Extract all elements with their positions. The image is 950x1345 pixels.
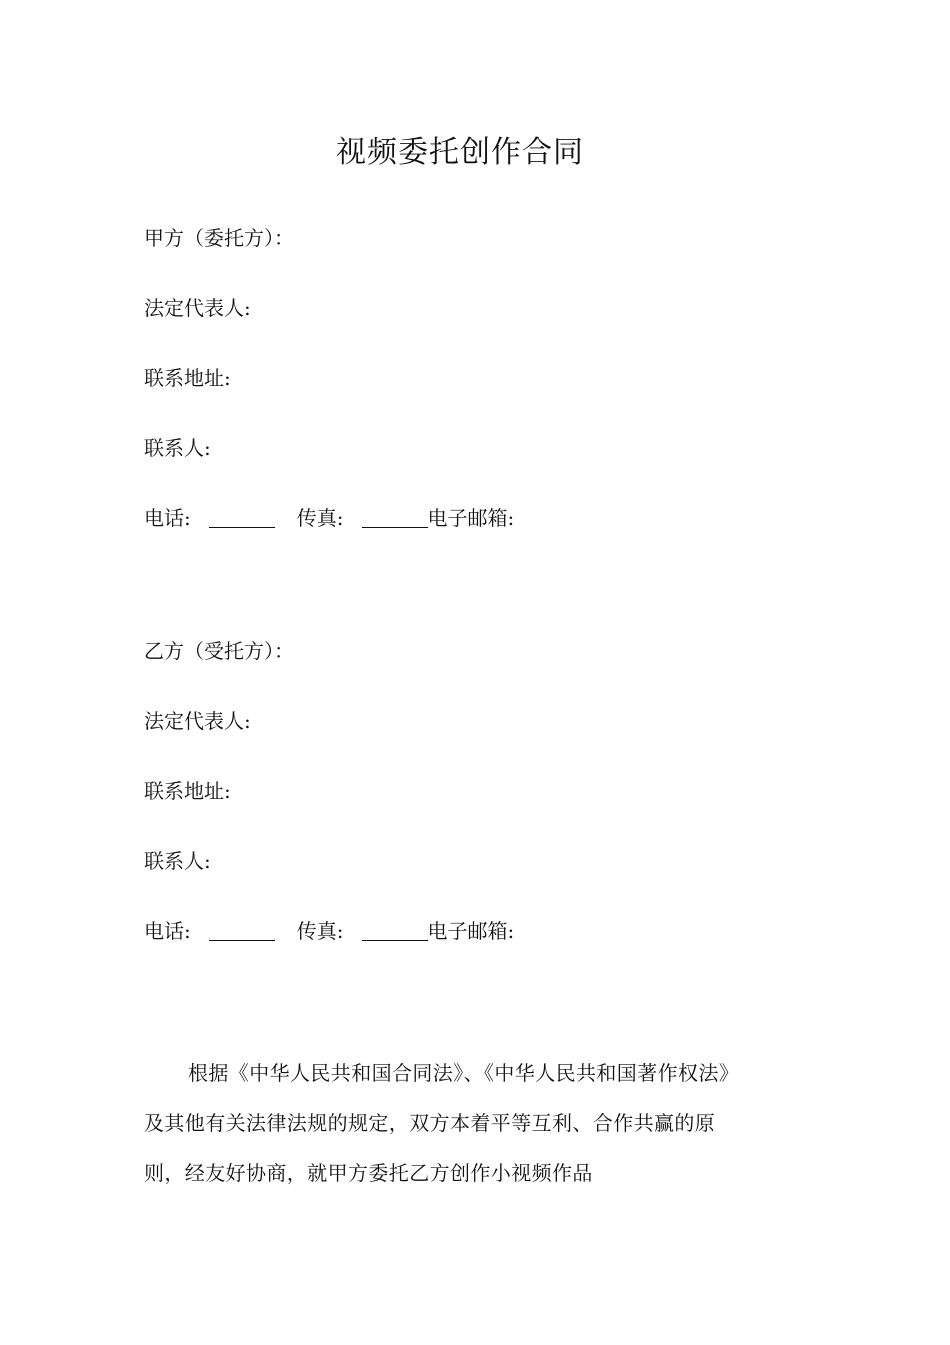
party-a-fax-label: 传真: (296, 506, 344, 530)
document-title: 视频委托创作合同 (336, 135, 584, 170)
party-b-contact-row (144, 917, 514, 945)
party-b-phone-label: 电话: (144, 919, 191, 943)
party-b-legal-rep-label: 法定代表人: (144, 709, 251, 733)
party-a-email-label: 电子邮箱: (427, 506, 515, 530)
party-a-legal-rep-label: 法定代表人: (144, 296, 251, 320)
party-a-heading: 甲方（委托方）： (144, 226, 294, 250)
party-b-fax-label: 传真: (296, 919, 344, 943)
party-b-contact-label: 联系人: (144, 849, 211, 873)
party-b-heading: 乙方（受托方）： (144, 639, 294, 663)
party-a-fax-blank (362, 507, 428, 528)
party-a-contact-row (144, 504, 514, 532)
party-a-phone-blank (209, 507, 275, 528)
preamble-paragraph: 根据《中华人民共和国合同法》、《中华人民共和国著作权法》及其他有关法律法规的规定，双方本着平等互利、合作共赢的原则，经友好协商，就甲方委托乙方创作小视频作品 (144, 1061, 740, 1185)
party-a-contact-label: 联系人: (144, 436, 211, 460)
party-b-address-label: 联系地址: (144, 779, 231, 803)
party-a-phone-label: 电话: (144, 506, 191, 530)
party-b-email-label: 电子邮箱: (427, 919, 515, 943)
party-b-fax-blank (362, 920, 428, 941)
party-a-address-label: 联系地址: (144, 366, 231, 390)
party-b-phone-blank (209, 920, 275, 941)
